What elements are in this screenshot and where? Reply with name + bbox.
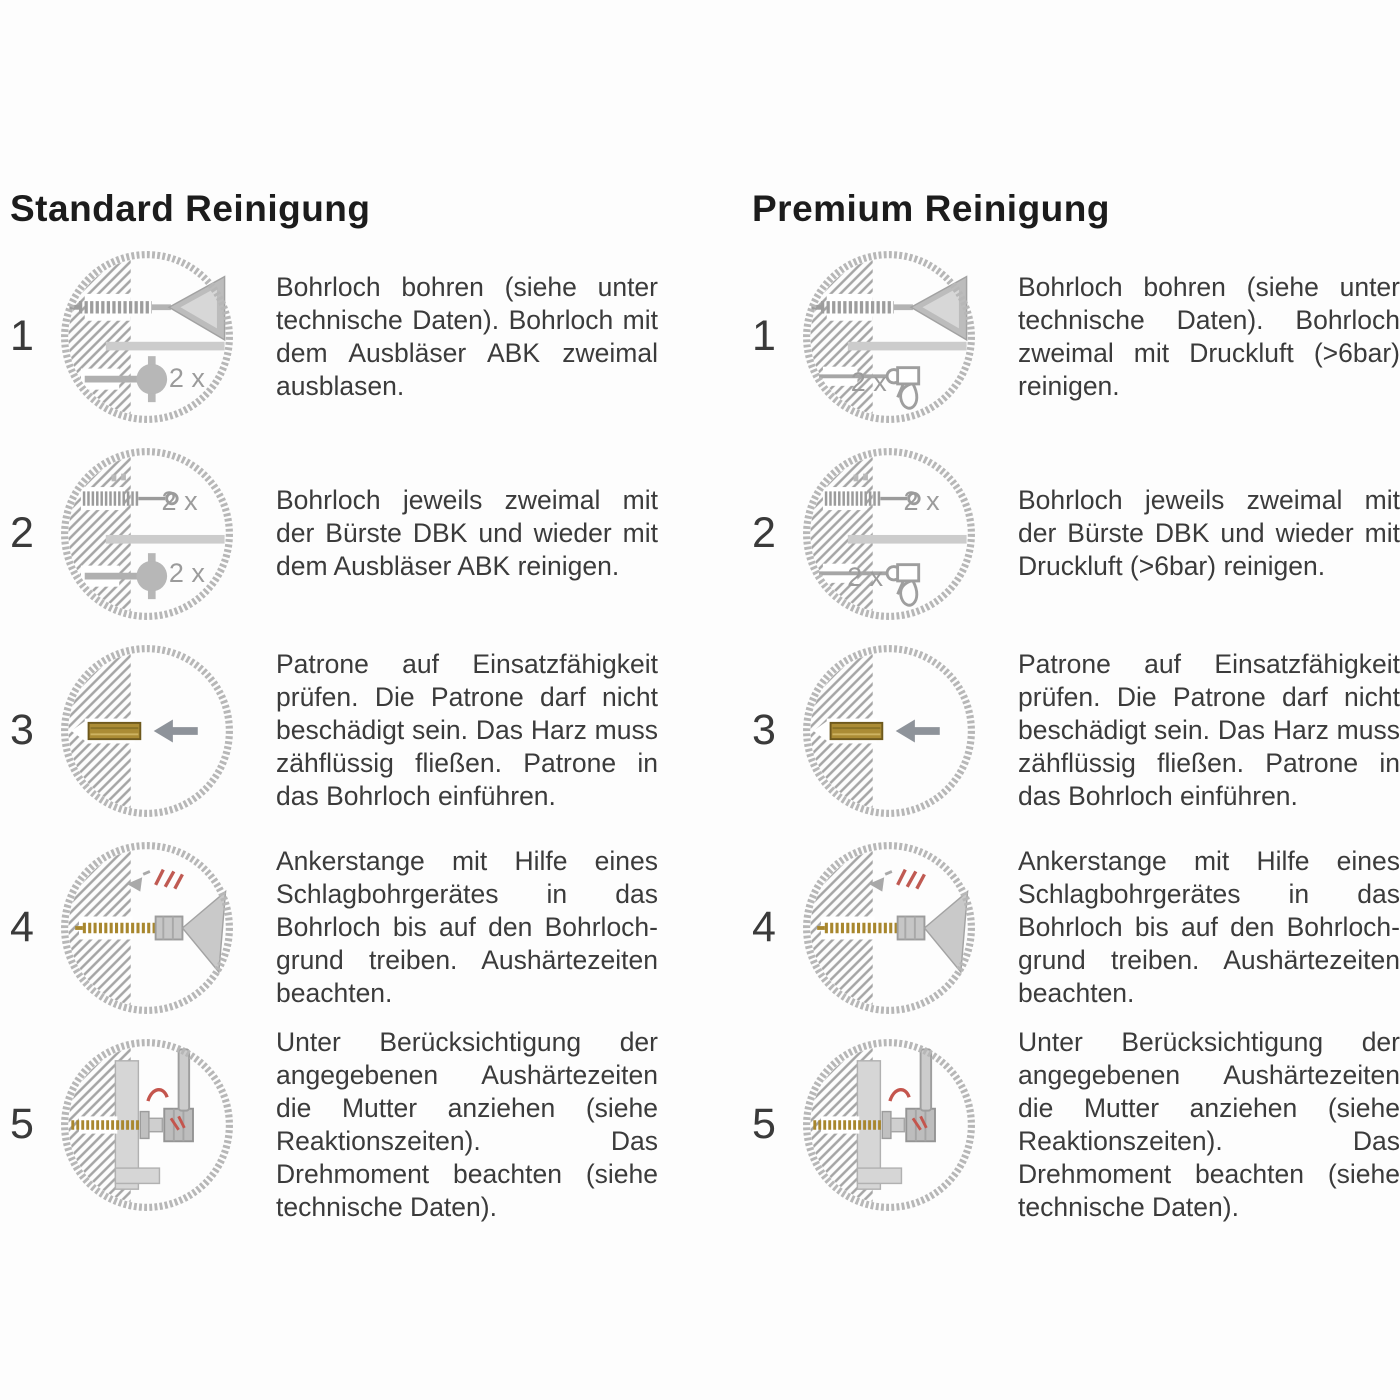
repeat-count-label: 2 x: [847, 562, 884, 592]
step-row: [10, 435, 658, 632]
step-figure: [56, 833, 238, 1023]
step-text: Ankerstange mit Hilfe eines Schlagbohrgerätes in das Bohrloch bis auf den Bohrloch-grund treiben. Aushärtezeiten beachten.: [1018, 846, 1400, 1008]
step-text: Ankerstange mit Hilfe eines Schlagbohrgerätes in das Bohrloch bis auf den Bohrloch-grund treiben. Aushärtezeiten beachten.: [276, 846, 658, 1008]
step-text: Patrone auf Einsatzfähigkeit prüfen. Die Patrone darf nicht beschädigt sein. Das Harz muss zähflüssig fließen. Patrone in das Bohrloch einführen.: [1018, 649, 1400, 811]
step-row: [752, 829, 1400, 1026]
step-row: [752, 238, 1400, 435]
premium-column: [752, 188, 1400, 1223]
drill-and-airgun-illustration: [798, 242, 980, 432]
drill-and-blower-illustration: [56, 242, 238, 432]
repeat-count-label: 2 x: [168, 363, 205, 394]
anchor-rod-drive-illustration: [56, 833, 238, 1023]
step-figure: [56, 242, 238, 432]
cartridge-insert-illustration: [56, 636, 238, 826]
step-figure: [798, 439, 980, 629]
step-text: Patrone auf Einsatzfähigkeit prüfen. Die Patrone darf nicht beschädigt sein. Das Harz muss zähflüssig fließen. Patrone in das Bohrloch einführen.: [276, 649, 658, 811]
step-number: 3: [10, 706, 34, 754]
premium-column-title: Premium Reinigung: [752, 188, 1110, 229]
nut-torque-illustration: [798, 1030, 980, 1220]
nut-torque-illustration: [56, 1030, 238, 1220]
step-text: Bohrloch bohren (siehe unter technische Daten). Bohrloch mit dem Ausbläser ABK zweimal ausblasen.: [276, 271, 658, 401]
step-number: 4: [752, 903, 776, 951]
step-number: 1: [10, 312, 34, 360]
step-figure: [56, 439, 238, 629]
step-row: [10, 829, 658, 1026]
step-text: Bohrloch jeweils zweimal mit der Bürste DBK und wieder mit dem Ausbläser ABK reinigen.: [276, 485, 658, 581]
step-text: Unter Berücksichtigung der angegebenen Aushärtezeiten die Mutter anziehen (siehe Reaktionszeiten). Das Drehmoment beachten (siehe technische Daten).: [1018, 1026, 1400, 1222]
cartridge-insert-illustration: [798, 636, 980, 826]
standard-column-title: Standard Reinigung: [10, 188, 371, 229]
step-number: 4: [10, 903, 34, 951]
step-number: 5: [10, 1100, 34, 1148]
step-figure: [56, 1030, 238, 1220]
repeat-count-label: 2 x: [168, 558, 205, 589]
step-row: [10, 1026, 658, 1223]
step-figure: [798, 833, 980, 1023]
step-text: Bohrloch bohren (siehe unter technische Daten). Bohrloch zweimal mit Druckluft (>6bar) reinigen.: [1018, 271, 1400, 401]
step-number: 3: [752, 706, 776, 754]
repeat-count-label: 2 x: [161, 486, 198, 516]
step-text: Unter Berücksichtigung der angegebenen Aushärtezeiten die Mutter anziehen (siehe Reaktionszeiten). Das Drehmoment beachten (siehe technische Daten).: [276, 1026, 658, 1222]
step-number: 1: [752, 312, 776, 360]
repeat-count-label: 2 x: [850, 366, 887, 397]
step-number: 5: [752, 1100, 776, 1148]
step-number: 2: [752, 509, 776, 557]
step-row: [752, 1026, 1400, 1223]
step-number: 2: [10, 509, 34, 557]
step-row: [10, 238, 658, 435]
step-row: [752, 435, 1400, 632]
step-row: [10, 632, 658, 829]
step-figure: [798, 242, 980, 432]
repeat-count-label: 2 x: [903, 486, 940, 516]
anchor-rod-drive-illustration: [798, 833, 980, 1023]
brush-and-airgun-illustration: [798, 439, 980, 629]
step-figure: [56, 636, 238, 826]
standard-column: [10, 188, 658, 1223]
step-figure: [798, 636, 980, 826]
step-text: Bohrloch jeweils zweimal mit der Bürste DBK und wieder mit Druckluft (>6bar) reinigen.: [1018, 485, 1400, 581]
step-row: [752, 632, 1400, 829]
step-figure: [798, 1030, 980, 1220]
brush-and-blower-illustration: [56, 439, 238, 629]
